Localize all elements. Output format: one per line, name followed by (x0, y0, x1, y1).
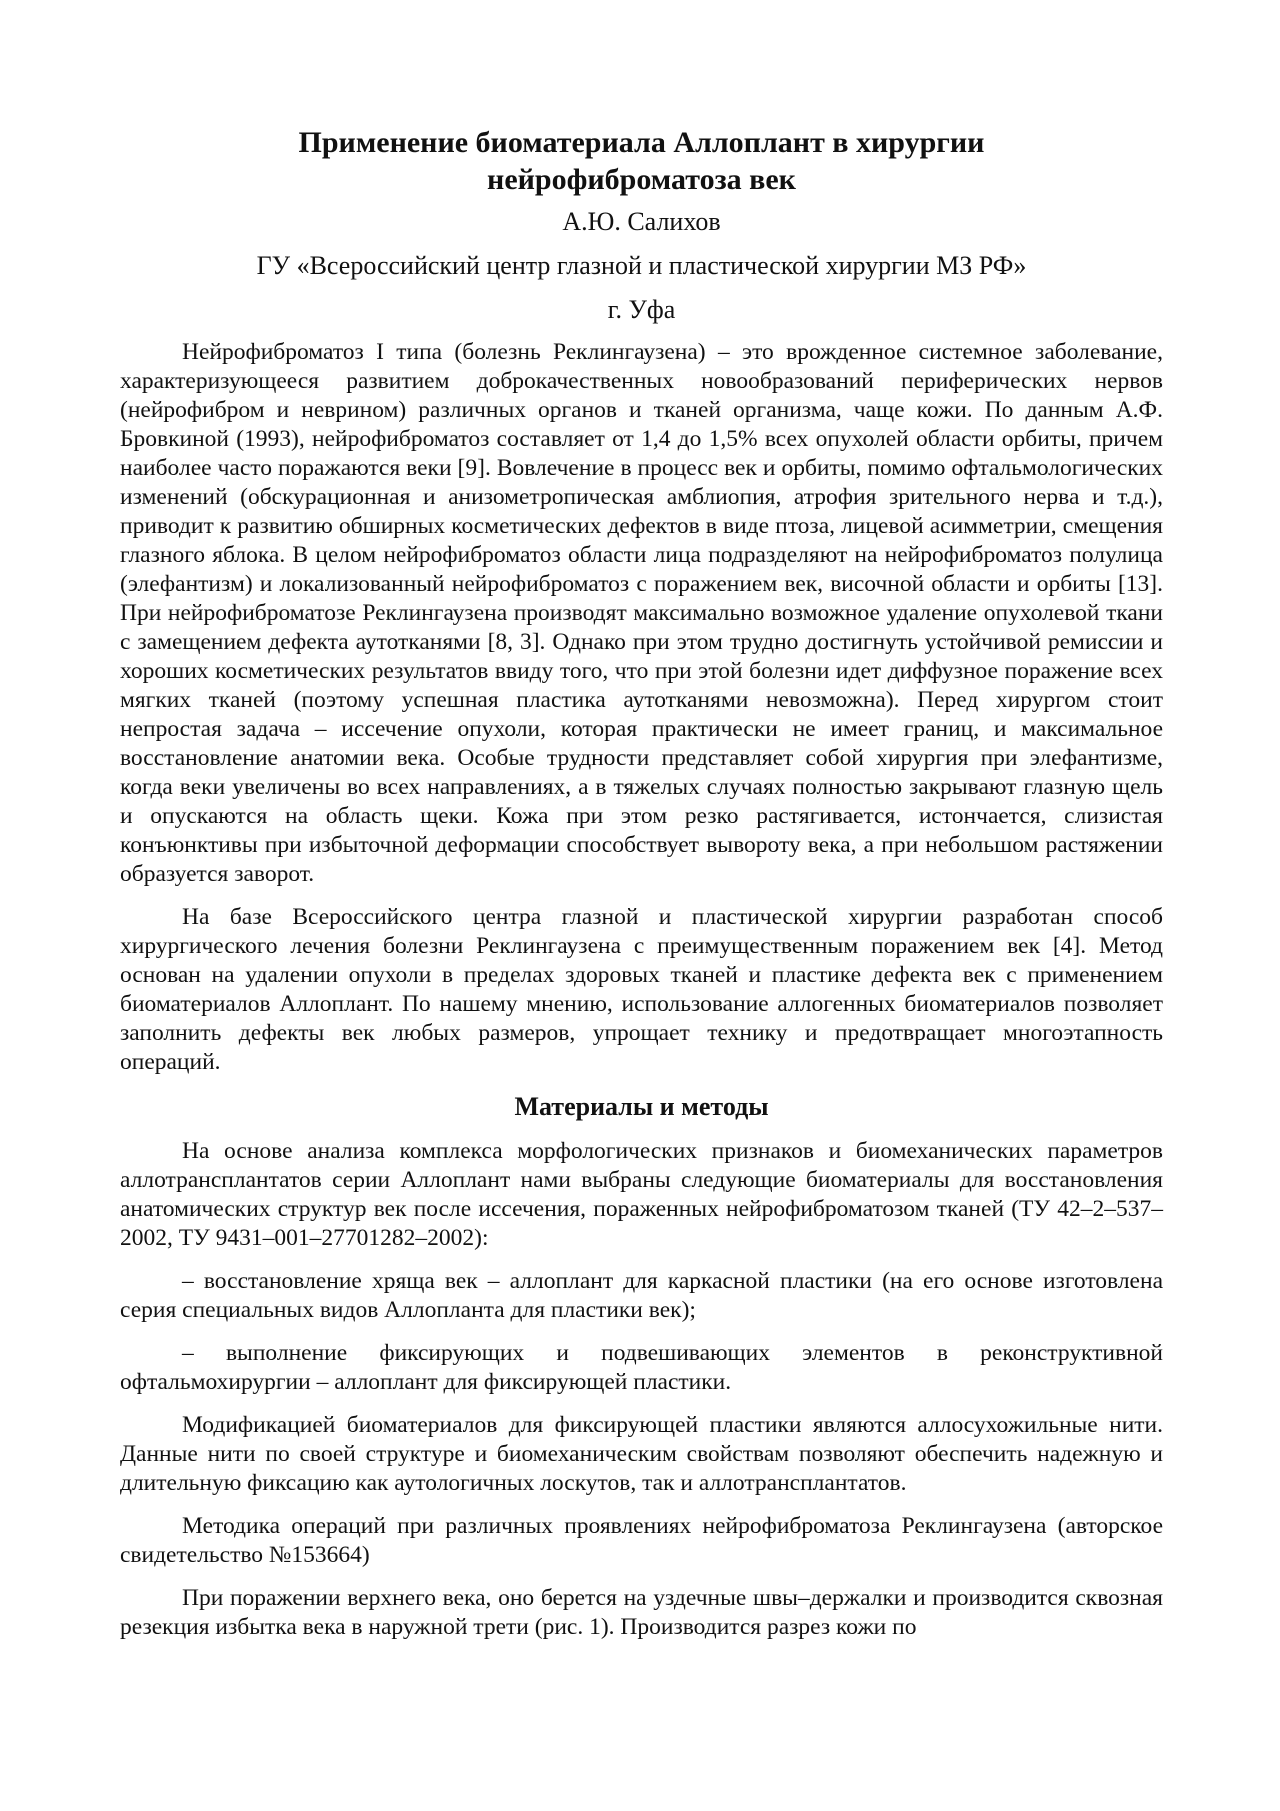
list-item: – выполнение фиксирующих и подвешивающих элементов в реконструктивной офтальмохирургии – аллоплант для фиксирующей пластики. (120, 1340, 1163, 1395)
article-title (120, 124, 1163, 198)
intro-paragraph-1: Нейрофиброматоз I типа (болезнь Реклингаузена) – это врожденное системное заболевание, характеризующееся развитием доброкачественных новообразований периферических нервов (нейрофибром и неврином) различных органов и тканей организма, чаще кожи. По данным А.Ф. Бровкиной (1993), нейрофиброматоз составляет от 1,4 до 1,5% всех опухолей области орбиты, причем наиболее часто поражаются веки [9]. Вовлечение в процесс век и орбиты, помимо офтальмологических изменений (обскурационная и анизометропическая амблиопия, атрофия зрительного нерва и т.д.), приводит к развитию обширных косметических дефектов в виде птоза, лицевой асимметрии, смещения глазного яблока. В целом нейрофиброматоз области лица подразделяют на нейрофиброматоз полулица (элефантизм) и локализованный нейрофиброматоз с поражением век, височной области и орбиты [13]. При нейрофиброматозе Реклингаузена производят максимально возможное удаление опухолевой ткани с замещением дефекта аутотканями [8, 3]. Однако при этом трудно достигнуть устойчивой ремиссии и хороших косметических результатов ввиду того, что при этой болезни идет диффузное поражение всех мягких тканей (поэтому успешная пластика аутотканями невозможна). Перед хирургом стоит непростая задача – иссечение опухоли, которая практически не имеет границ, и максимальное восстановление анатомии века. Особые трудности представляет собой хирургия при элефантизме, когда веки увеличены во всех направлениях, а в тяжелых случаях полностью закрывают глазную щель и опускаются на область щеки. Кожа при этом резко растягивается, истончается, слизистая конъюнктивы при избыточной деформации способствует вывороту века, а при небольшом растяжении образуется заворот. (120, 339, 1163, 887)
technique-paragraph: Методика операций при различных проявлениях нейрофиброматоза Реклингаузена (авторское свидетельство №153664) (120, 1513, 1163, 1568)
article-title-line-2: нейрофиброматоза век (487, 163, 796, 196)
section-heading-methods: Материалы и методы (514, 1092, 769, 1121)
list-item: – восстановление хряща век – аллоплант для каркасной пластики (на его основе изготовлена серия специальных видов Аллопланта для пластики век); (120, 1268, 1163, 1323)
author-city: г. Уфа (607, 295, 676, 324)
document-page (120, 118, 1163, 1656)
article-title-line-1: Применение биоматериала Аллоплант в хирургии (298, 126, 985, 159)
author-affiliation: ГУ «Всероссийский центр глазной и пластической хирургии МЗ РФ» (256, 251, 1027, 280)
upper-lid-paragraph: При поражении верхнего века, оно берется на уздечные швы–держалки и производится сквозная резекция избытка века в наружной трети (рис. 1). Производится разрез кожи по (120, 1585, 1163, 1640)
author-name: А.Ю. Салихов (562, 207, 721, 236)
biomaterials-list (120, 1267, 1163, 1397)
modification-paragraph: Модификацией биоматериалов для фиксирующей пластики являются аллосухожильные нити. Данные нити по своей структуре и биомеханическим свойствам позволяют обеспечить надежную и длительную фиксацию как аутологичных лоскутов, так и аллотрансплантатов. (120, 1412, 1163, 1496)
intro-paragraph-2: На базе Всероссийского центра глазной и пластической хирургии разработан способ хирургического лечения болезни Реклингаузена с преимущественным поражением век [4]. Метод основан на удалении опухоли в пределах здоровых тканей и пластике дефекта век с применением биоматериалов Аллоплант. По нашему мнению, использование аллогенных биоматериалов позволяет заполнить дефекты век любых размеров, упрощает технику и предотвращает многоэтапность операций. (120, 904, 1163, 1075)
methods-intro-paragraph: На основе анализа комплекса морфологических признаков и биомеханических параметров аллотрансплантатов серии Аллоплант нами выбраны следующие биоматериалы для восстановления анатомических структур век после иссечения, пораженных нейрофиброматозом тканей (ТУ 42–2–537–2002, ТУ 9431–001–27701282–2002): (120, 1138, 1163, 1251)
